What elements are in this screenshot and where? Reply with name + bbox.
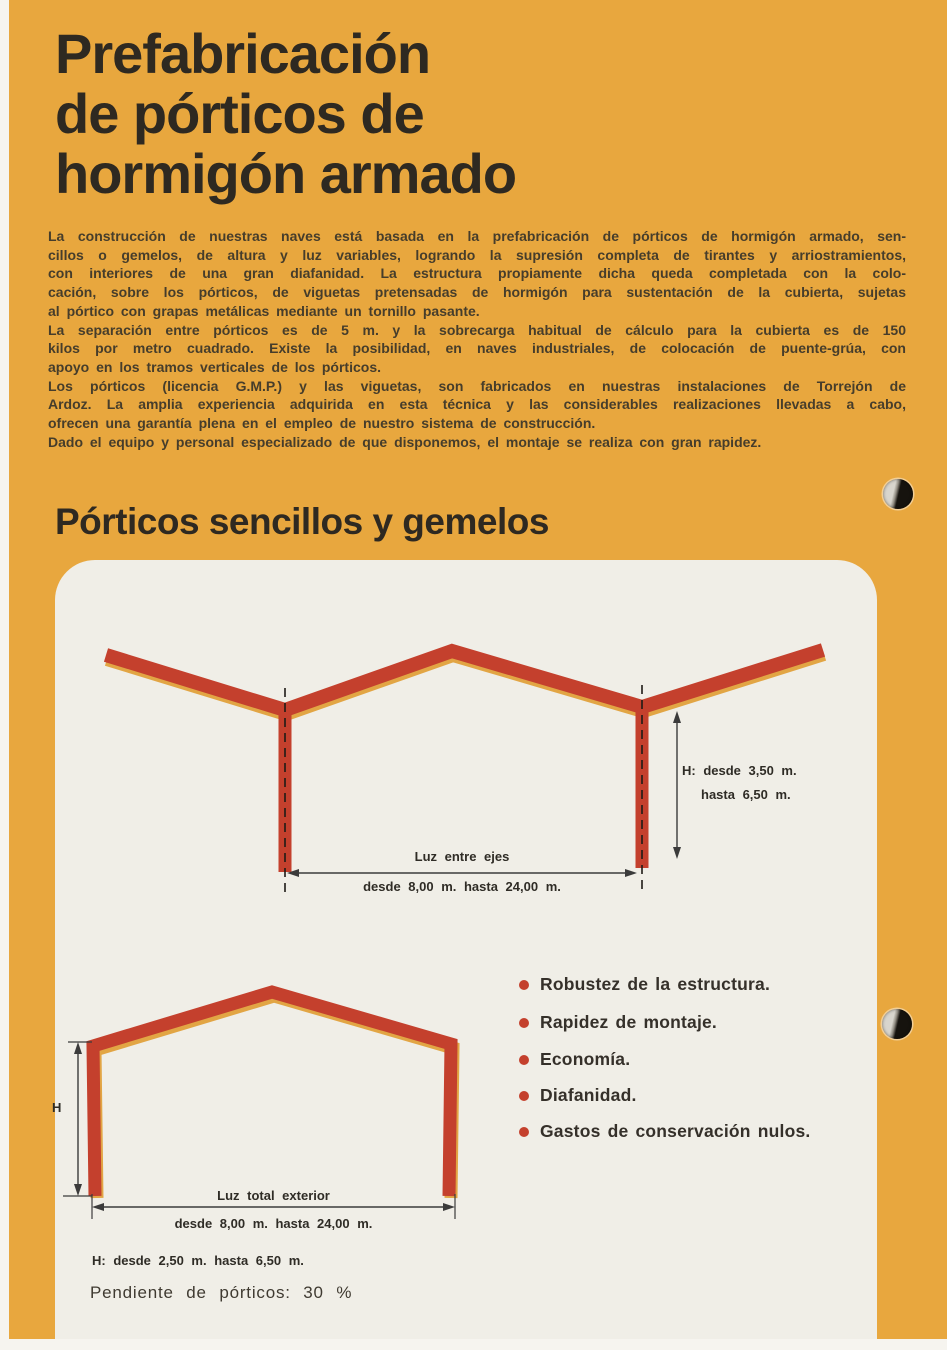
arrow-down-icon (74, 1184, 82, 1196)
intro-line: con interiores de una gran diafanidad. La estructura propiamente dicha queda completada con la colo- (48, 265, 906, 282)
intro-line: apoyo en los tramos verticales de los pórticos. (48, 358, 381, 375)
scan-edge-bottom (0, 1339, 947, 1350)
arrow-up-icon (673, 711, 681, 723)
feature-label: Robustez de la estructura. (540, 974, 771, 994)
height-note: H: desde 2,50 m. hasta 6,50 m. (92, 1253, 304, 1268)
intro-line: Los pórticos (licencia G.M.P.) y las viguetas, son fabricados en nuestras instalaciones de Torrejón de (48, 377, 906, 394)
hole-punch (883, 479, 913, 509)
feature-label: Gastos de conservación nulos. (540, 1121, 811, 1141)
arrow-left-icon (92, 1203, 104, 1211)
scan-edge-left (0, 0, 9, 1350)
intro-line: al pórtico con grapas metálicas mediante un tornillo pasante. (48, 302, 480, 319)
intro-line: cación, sobre los pórticos, de viguetas pretensadas de hormigón para sustentación de la cubierta, sujetas (48, 284, 906, 301)
single-span-label: Luz total exterior (217, 1188, 330, 1203)
intro-line: cillos o gemelos, de altura y luz variables, logrando la supresión completa de tirantes y arriostramientos, (48, 246, 906, 263)
intro-line: La construcción de nuestras naves está basada en la prefabricación de pórticos de hormigón armado, sen- (48, 228, 906, 244)
intro-line: Dado el equipo y personal especializado de que disponemos, el montaje se realiza con gran rapidez. (48, 433, 762, 450)
feature-label: Rapidez de montaje. (540, 1012, 717, 1032)
twin-h-label-2: hasta 6,50 m. (701, 787, 791, 802)
single-span-sublabel: desde 8,00 m. hasta 24,00 m. (174, 1216, 373, 1231)
page-title-line-1: Prefabricación (55, 22, 431, 85)
page-title-line-3: hormigón armado (55, 142, 517, 205)
arrow-down-icon (673, 847, 681, 859)
section-heading: Pórticos sencillos y gemelos (55, 501, 549, 542)
intro-line: kilos por metro cuadrado. Existe la posibilidad, en naves industriales, de colocación de puente-grúa, con (48, 340, 906, 357)
hole-punch (882, 1009, 912, 1039)
single-h-label: H (52, 1100, 62, 1115)
feature-label: Economía. (540, 1049, 631, 1069)
intro-text (48, 227, 906, 451)
arrow-right-icon (625, 869, 637, 877)
intro-line: La separación entre pórticos es de 5 m. y la sobrecarga habitual de cálculo para la cubierta es de 150 (48, 321, 906, 338)
twin-span-sublabel: desde 8,00 m. hasta 24,00 m. (363, 879, 561, 894)
intro-line: ofrecen una garantía plena en el empleo de nuestro sistema de construcción. (48, 415, 596, 432)
arrow-up-icon (74, 1042, 82, 1054)
twin-span-label: Luz entre ejes (414, 849, 510, 864)
feature-label: Diafanidad. (540, 1085, 637, 1105)
page-title-line-2: de pórticos de (55, 82, 424, 145)
slope-note: Pendiente de pórticos: 30 % (90, 1283, 353, 1302)
intro-line: Ardoz. La amplia experiencia adquirida en esta técnica y las considerables realizaciones llevadas a cabo, (48, 396, 906, 413)
twin-h-label-1: H: desde 3,50 m. (682, 763, 797, 778)
roofline (106, 650, 823, 710)
page-title (55, 24, 855, 204)
frame-outline (93, 992, 451, 1196)
arrow-right-icon (443, 1203, 455, 1211)
